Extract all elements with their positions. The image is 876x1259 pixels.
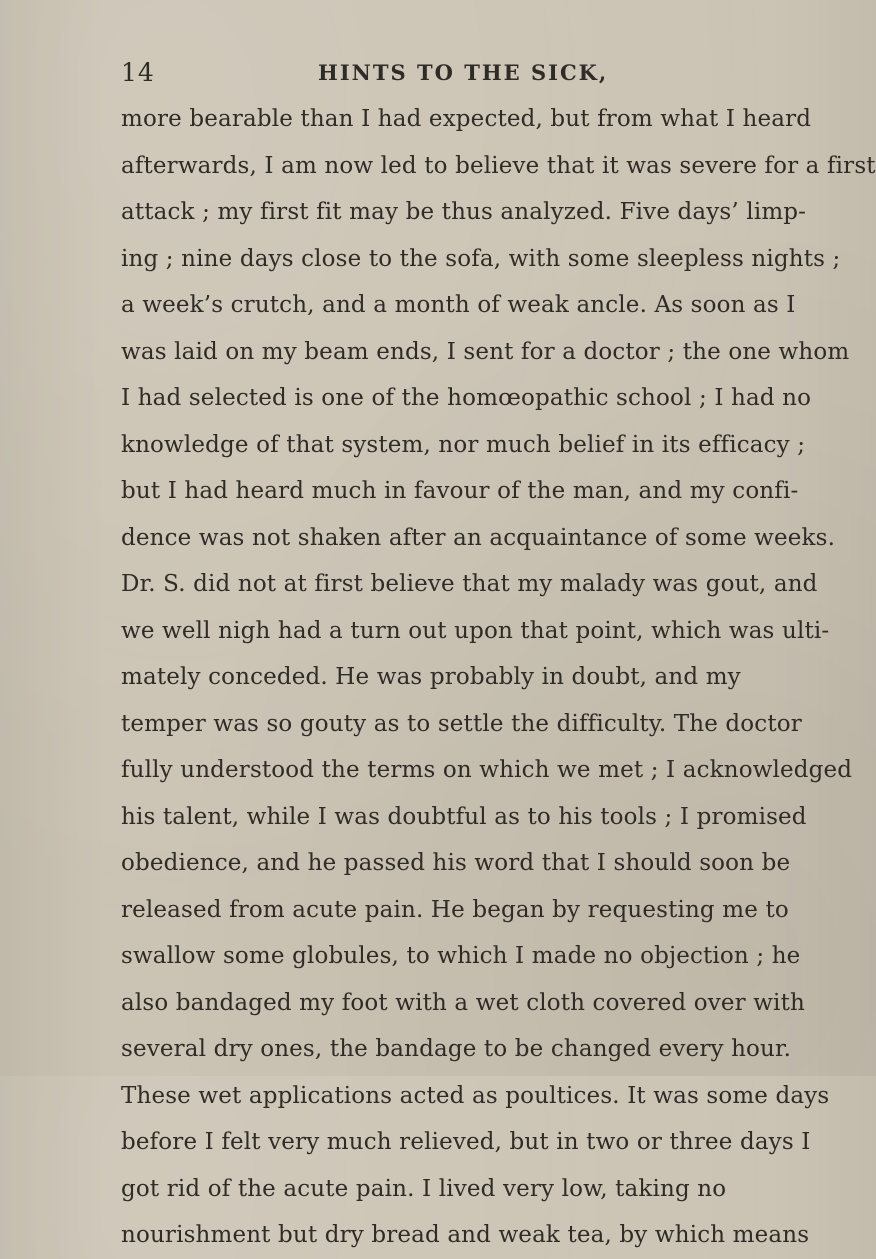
text-line: I had selected is one of the homœopathic school ; I had no — [121, 385, 812, 411]
text-line: knowledge of that system, nor much belief in its efficacy ; — [121, 431, 806, 458]
running-head — [0, 52, 800, 92]
text-line: attack ; my first fit may be thus analyzed. Five days’ limp- — [121, 199, 807, 225]
text-line: more bearable than I had expected, but from what I heard — [121, 106, 812, 132]
text-line: temper was so gouty as to settle the difficulty. The doctor — [121, 710, 802, 737]
text-line: before I felt very much relieved, but in two or three days I — [121, 1129, 811, 1155]
text-line: nourishment but dry bread and weak tea, by which means — [121, 1222, 810, 1248]
text-line: ing ; nine days close to the sofa, with some sleepless nights ; — [121, 245, 841, 272]
running-title: HINTS TO THE SICK, — [318, 60, 609, 85]
text-line: released from acute pain. He began by requesting me to — [121, 896, 789, 923]
text-line: These wet applications acted as poultices. It was some days — [121, 1082, 830, 1109]
text-line: got rid of the acute pain. I lived very low, taking no — [121, 1175, 727, 1202]
text-line: we well nigh had a turn out upon that point, which was ulti- — [121, 617, 830, 644]
text-line: mately conceded. He was probably in doubt, and my — [121, 664, 741, 690]
body-text — [121, 96, 876, 1259]
text-line: but I had heard much in favour of the man, and my confi- — [121, 478, 799, 504]
text-line: afterwards, I am now led to believe that it was severe for a first — [121, 152, 876, 179]
text-line: his talent, while I was doubtful as to his tools ; I promised — [121, 803, 807, 830]
text-line: was laid on my beam ends, I sent for a doctor ; the one whom — [121, 338, 850, 365]
text-line: obedience, and he passed his word that I should soon be — [121, 850, 791, 876]
text-line: a week’s crutch, and a month of weak ancle. As soon as I — [121, 292, 796, 318]
text-line: several dry ones, the bandage to be changed every hour. — [121, 1036, 792, 1062]
text-line: dence was not shaken after an acquaintance of some weeks. — [121, 524, 836, 551]
text-line: also bandaged my foot with a wet cloth covered over with — [121, 989, 805, 1016]
text-line: swallow some globules, to which I made no objection ; he — [121, 943, 801, 969]
page-number: 14 — [121, 58, 155, 87]
text-line: fully understood the terms on which we met ; I acknowledged — [121, 757, 853, 783]
text-line: Dr. S. did not at first believe that my malady was gout, and — [121, 571, 818, 597]
